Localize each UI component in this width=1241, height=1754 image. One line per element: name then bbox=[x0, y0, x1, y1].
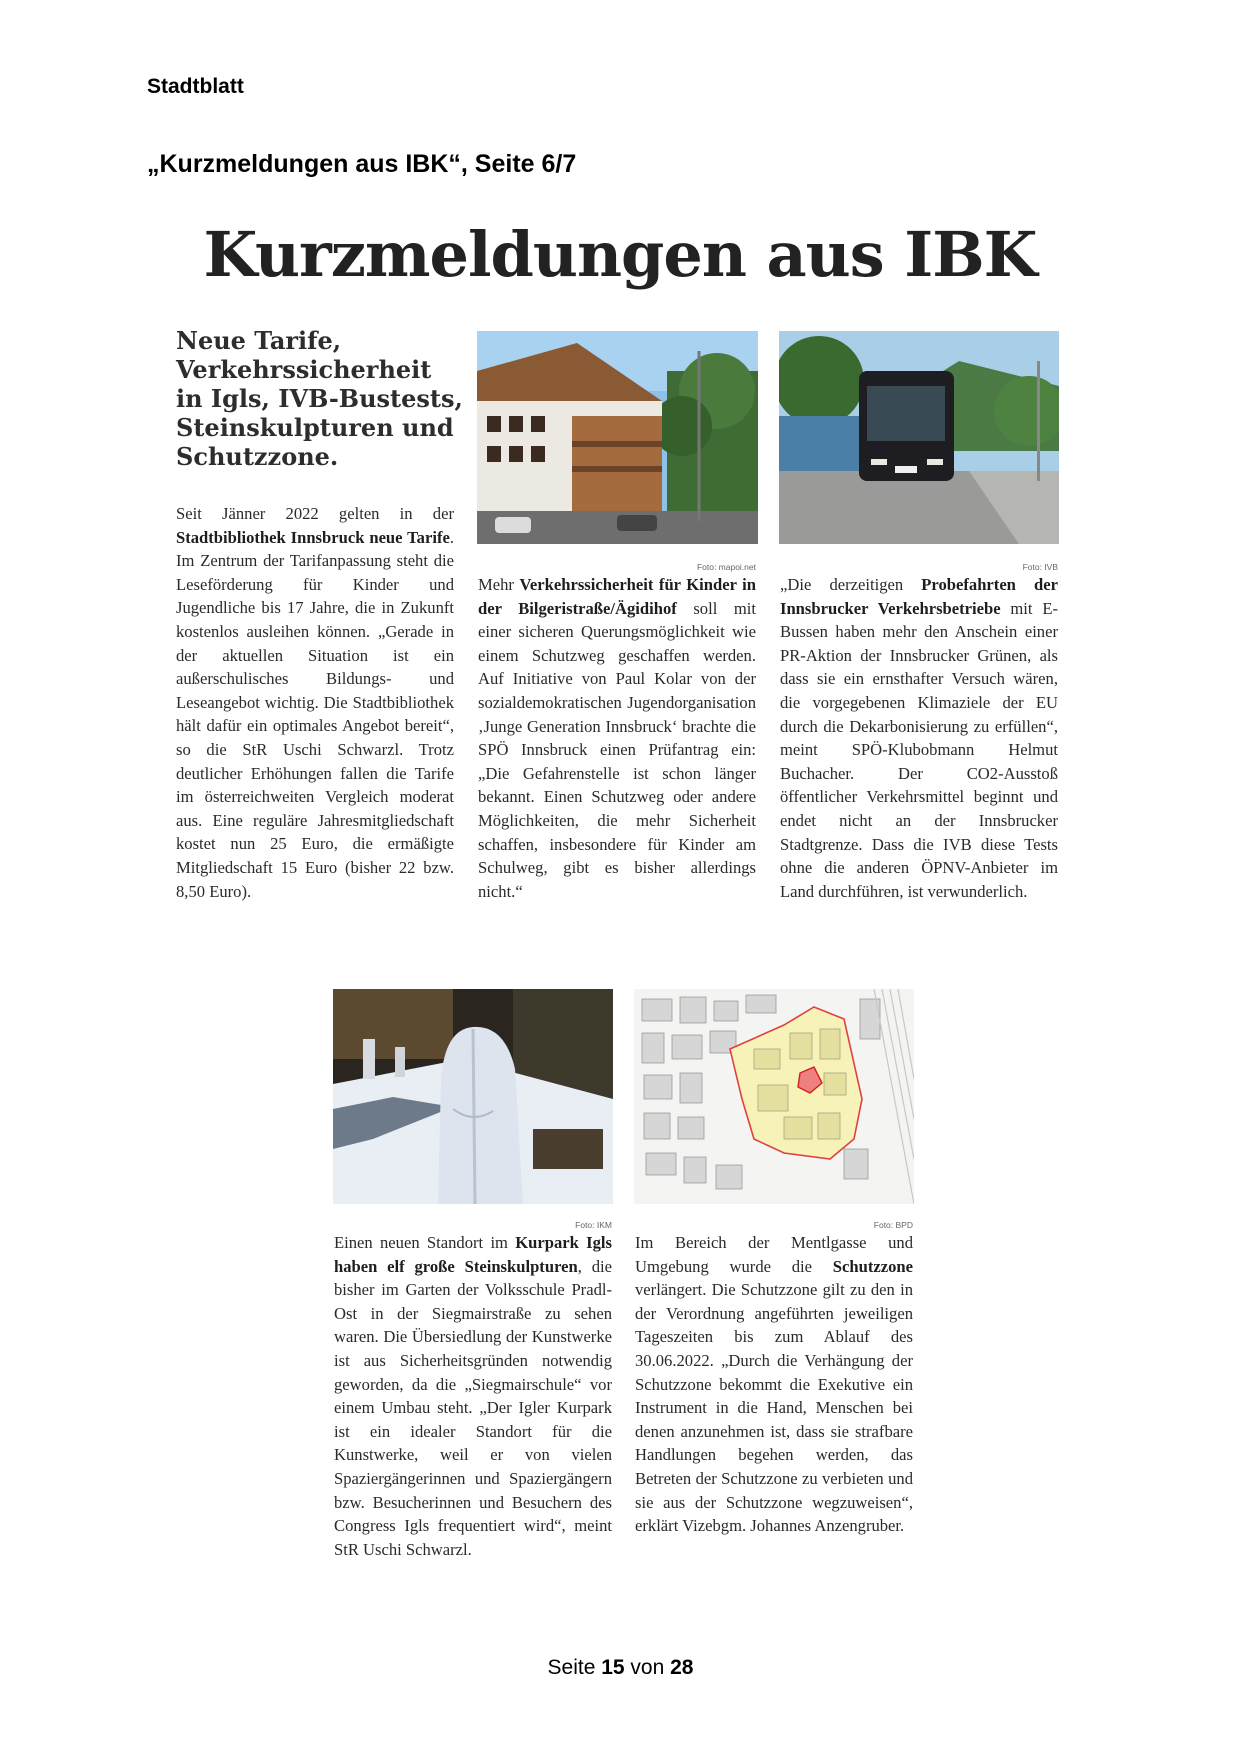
photo-bus bbox=[779, 331, 1059, 544]
photo-building bbox=[477, 331, 758, 544]
photo-sculpture bbox=[333, 989, 613, 1204]
section-title: „Kurzmeldungen aus IBK“, Seite 6/7 bbox=[147, 150, 577, 178]
publication-name: Stadtblatt bbox=[147, 75, 244, 98]
photo-credit: Foto: IKM bbox=[575, 1220, 612, 1230]
page-number: Seite 15 von 28 bbox=[547, 1656, 694, 1679]
article-traffic-safety: Mehr Verkehrssicherheit für Kinder in der Bilgeristraße/Ägidihof soll mit einer sicheren Querungsmöglichkeit wie einem Schutzweg geschaffen werden. Auf Initiative von Paul Kolar von der sozialdemokratischen Jugendorganisation ‚Junge Generation Innsbruck‘ brachte die SPÖ Innsbruck einen Prüfantrag ein: „Die Gefahrenstelle ist schon länger bekannt. Einen Schutzweg oder andere Möglichkeiten, die mehr Sicherheit schaffen, insbesondere für Kinder am Schulweg, gibt es bisher allerdings nicht.“ bbox=[478, 575, 756, 901]
photo-credit: Foto: mapoi.net bbox=[696, 562, 756, 572]
photo-map bbox=[634, 989, 914, 1204]
photo-credit: Foto: BPD bbox=[873, 1220, 913, 1230]
article-subhead: Neue Tarife, Verkehrssicherheit in Igls, IVB-Bustests, Steinskulpturen und Schutzzone. bbox=[176, 326, 463, 471]
article-library: Seit Jänner 2022 gelten in der Stadtbibliothek Innsbruck neue Tarife. Im Zentrum der Tarifanpassung steht die Leseförderung für Kinder und Jugendliche bis 17 Jahre, die in Zukunft kostenlos ausleihen können. „Gerade in der aktuellen Situation ist ein außerschulisches Bildungs- und Leseangebot wichtig. Die Stadtbibliothek hält dafür ein optimales Angebot bereit“, so die StR Uschi Schwarzl. Trotz deutlicher Erhöhungen fallen die Tarife im österreichweiten Vergleich moderat aus. Eine reguläre Jahresmitgliedschaft kostet nun 25 Euro, die ermäßigte Mitgliedschaft 15 Euro (bisher 22 bzw. 8,50 Euro). bbox=[176, 504, 454, 901]
photo-credit: Foto: IVB bbox=[1022, 562, 1058, 572]
article-title: Kurzmeldungen aus IBK bbox=[203, 218, 1037, 291]
article-protection-zone: Im Bereich der Mentlgasse und Umgebung wurde die Schutzzone verlängert. Die Schutzzone gilt zu den in der Verordnung angeführten jeweiligen Tageszeiten bis zum Ablauf des 30.06.2022. „Durch die Verhängung der Schutzzone bekommt die Exekutive ein Instrument in die Hand, Menschen bei denen anzunehmen ist, dass sie strafbare Handlungen begehen werden, das Betreten der Schutzzone zu verbieten und sie aus der Schutzzone wegzuweisen“, erklärt Vizebgm. Johannes Anzengruber. bbox=[635, 1233, 913, 1536]
article-sculptures: Einen neuen Standort im Kurpark Igls haben elf große Steinskulpturen, die bisher im Garten der Volksschule Pradl-Ost in der Siegmairstraße zu sehen waren. Die Übersiedlung der Kunstwerke ist aus Sicherheitsgründen notwendig geworden, da die „Siegmairschule“ vor einem Umbau steht. „Der Igler Kurpark ist ein idealer Standort für die Kunstwerke, weil er von vielen Spaziergängerinnen und Spaziergängern bzw. Besucherinnen und Besuchern des Congress Igls frequentiert wird“, meint StR Uschi Schwarzl. bbox=[334, 1233, 613, 1559]
article-bus-tests: „Die derzeitigen Probefahrten der Innsbrucker Verkehrsbetriebe mit E-Bussen haben mehr den Anschein einer PR-Aktion der Innsbrucker Grünen, als dass sie ein ernsthafter Versuch wären, die vorgegebenen Klimaziele der EU durch die Dekarbonisierung zu erfüllen“, meint SPÖ-Klubobmann Helmut Buchacher. Der CO2-Ausstoß öffentlicher Verkehrsmittel beginnt und endet nicht an der Innsbrucker Stadtgrenze. Dass die IVB diese Tests ohne die anderen ÖPNV-Anbieter im Land durchführen, ist verwunderlich. bbox=[780, 575, 1058, 901]
